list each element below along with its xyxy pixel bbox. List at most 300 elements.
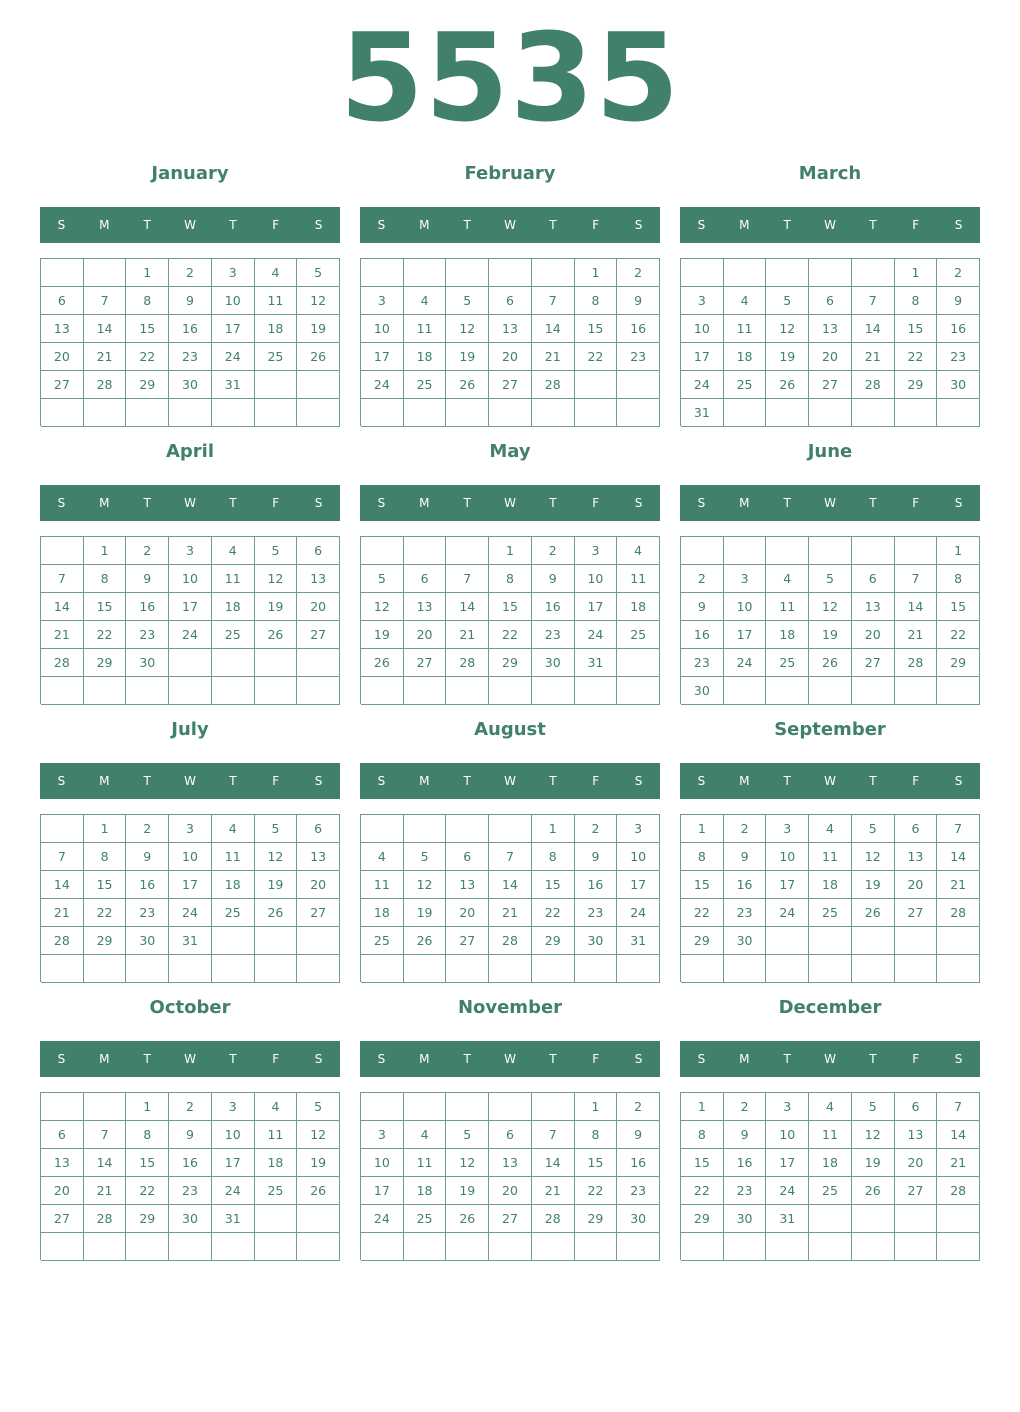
weekday-label: T bbox=[549, 774, 557, 788]
day-cell: 9 bbox=[532, 565, 575, 593]
day-grid bbox=[360, 1092, 660, 1260]
day-cell: 17 bbox=[361, 1177, 404, 1205]
month-june bbox=[680, 436, 980, 714]
weekday-label: F bbox=[592, 774, 600, 788]
weekday-label: W bbox=[184, 218, 196, 232]
day-cell: 20 bbox=[297, 871, 340, 899]
day-cell: 16 bbox=[575, 871, 618, 899]
month-name: September bbox=[774, 719, 886, 740]
day-cell: 28 bbox=[84, 1205, 127, 1233]
day-cell bbox=[809, 677, 852, 705]
day-cell: 26 bbox=[446, 1205, 489, 1233]
day-cell: 20 bbox=[809, 343, 852, 371]
day-cell: 18 bbox=[404, 343, 447, 371]
weekday-header bbox=[360, 763, 660, 799]
weekday-label: W bbox=[824, 1052, 836, 1066]
day-cell: 15 bbox=[126, 1149, 169, 1177]
day-cell bbox=[617, 1233, 660, 1261]
day-cell bbox=[766, 955, 809, 983]
day-cell: 4 bbox=[255, 1093, 298, 1121]
day-cell: 25 bbox=[809, 1177, 852, 1205]
day-cell bbox=[681, 259, 724, 287]
weekday-label: S bbox=[314, 496, 323, 510]
weekday-label: S bbox=[57, 496, 66, 510]
day-cell: 6 bbox=[41, 287, 84, 315]
day-cell: 14 bbox=[41, 593, 84, 621]
day-cell bbox=[532, 259, 575, 287]
day-cell bbox=[169, 1233, 212, 1261]
day-cell: 2 bbox=[169, 259, 212, 287]
day-cell bbox=[809, 399, 852, 427]
day-cell: 3 bbox=[575, 537, 618, 565]
day-cell bbox=[212, 955, 255, 983]
day-cell: 9 bbox=[169, 287, 212, 315]
day-cell: 6 bbox=[297, 537, 340, 565]
weekday-label: S bbox=[377, 774, 386, 788]
day-cell: 15 bbox=[532, 871, 575, 899]
weekday-label: T bbox=[229, 1052, 237, 1066]
day-cell: 30 bbox=[169, 1205, 212, 1233]
day-cell: 29 bbox=[575, 1205, 618, 1233]
weekday-label: T bbox=[783, 1052, 791, 1066]
month-name: July bbox=[171, 719, 209, 740]
day-cell: 20 bbox=[895, 871, 938, 899]
weekday-label: S bbox=[314, 218, 323, 232]
day-cell: 17 bbox=[212, 1149, 255, 1177]
day-cell bbox=[84, 1093, 127, 1121]
day-cell bbox=[895, 1233, 938, 1261]
day-cell: 3 bbox=[169, 815, 212, 843]
day-cell: 14 bbox=[84, 1149, 127, 1177]
day-cell: 26 bbox=[297, 1177, 340, 1205]
day-cell bbox=[41, 399, 84, 427]
weekday-label: M bbox=[99, 1052, 110, 1066]
day-cell bbox=[766, 399, 809, 427]
day-cell: 7 bbox=[532, 287, 575, 315]
day-cell bbox=[617, 955, 660, 983]
weekday-label: F bbox=[912, 218, 920, 232]
day-cell bbox=[297, 1233, 340, 1261]
day-cell bbox=[532, 677, 575, 705]
day-cell: 11 bbox=[404, 315, 447, 343]
day-grid bbox=[40, 258, 340, 426]
day-cell bbox=[617, 371, 660, 399]
day-cell: 23 bbox=[937, 343, 980, 371]
day-cell: 22 bbox=[681, 899, 724, 927]
day-cell: 6 bbox=[852, 565, 895, 593]
day-cell: 27 bbox=[895, 899, 938, 927]
day-cell bbox=[255, 371, 298, 399]
day-cell: 9 bbox=[937, 287, 980, 315]
day-cell: 9 bbox=[617, 1121, 660, 1149]
day-cell bbox=[126, 955, 169, 983]
day-cell: 24 bbox=[169, 621, 212, 649]
day-cell bbox=[809, 955, 852, 983]
day-cell bbox=[489, 259, 532, 287]
weekday-label: W bbox=[824, 218, 836, 232]
day-cell bbox=[126, 677, 169, 705]
day-cell bbox=[446, 399, 489, 427]
day-cell: 12 bbox=[361, 593, 404, 621]
day-cell: 16 bbox=[126, 593, 169, 621]
day-cell: 16 bbox=[532, 593, 575, 621]
day-cell: 5 bbox=[852, 1093, 895, 1121]
day-grid bbox=[40, 1092, 340, 1260]
day-cell: 3 bbox=[169, 537, 212, 565]
day-cell bbox=[84, 677, 127, 705]
day-cell: 24 bbox=[169, 899, 212, 927]
day-cell: 9 bbox=[617, 287, 660, 315]
day-cell: 12 bbox=[446, 1149, 489, 1177]
day-cell: 20 bbox=[41, 1177, 84, 1205]
day-cell: 3 bbox=[766, 815, 809, 843]
day-cell bbox=[404, 815, 447, 843]
month-name: August bbox=[474, 719, 546, 740]
day-cell: 2 bbox=[724, 1093, 767, 1121]
day-cell: 6 bbox=[489, 1121, 532, 1149]
day-cell: 22 bbox=[489, 621, 532, 649]
weekday-header bbox=[360, 1041, 660, 1077]
day-cell: 5 bbox=[852, 815, 895, 843]
weekday-label: M bbox=[419, 774, 430, 788]
day-cell: 10 bbox=[575, 565, 618, 593]
day-cell: 5 bbox=[255, 815, 298, 843]
day-cell: 1 bbox=[126, 259, 169, 287]
day-cell: 28 bbox=[895, 649, 938, 677]
day-cell: 29 bbox=[126, 1205, 169, 1233]
day-cell: 15 bbox=[681, 1149, 724, 1177]
day-cell: 8 bbox=[937, 565, 980, 593]
month-november bbox=[360, 992, 660, 1270]
day-cell: 23 bbox=[532, 621, 575, 649]
weekday-label: W bbox=[504, 218, 516, 232]
day-cell: 7 bbox=[937, 1093, 980, 1121]
day-cell bbox=[532, 955, 575, 983]
day-cell: 6 bbox=[489, 287, 532, 315]
day-grid bbox=[40, 814, 340, 982]
day-cell bbox=[489, 399, 532, 427]
day-cell: 2 bbox=[532, 537, 575, 565]
day-cell bbox=[489, 815, 532, 843]
day-cell: 14 bbox=[852, 315, 895, 343]
day-cell bbox=[681, 537, 724, 565]
weekday-label: M bbox=[739, 218, 750, 232]
day-cell: 1 bbox=[126, 1093, 169, 1121]
day-cell: 27 bbox=[852, 649, 895, 677]
day-cell bbox=[169, 677, 212, 705]
weekday-label: S bbox=[377, 218, 386, 232]
day-cell: 7 bbox=[532, 1121, 575, 1149]
day-cell: 15 bbox=[895, 315, 938, 343]
day-cell: 5 bbox=[446, 1121, 489, 1149]
day-cell: 31 bbox=[766, 1205, 809, 1233]
day-cell: 31 bbox=[617, 927, 660, 955]
day-cell bbox=[895, 537, 938, 565]
day-cell: 1 bbox=[681, 1093, 724, 1121]
weekday-label: W bbox=[184, 1052, 196, 1066]
weekday-label: F bbox=[592, 496, 600, 510]
day-cell bbox=[404, 537, 447, 565]
day-cell: 17 bbox=[681, 343, 724, 371]
day-cell: 29 bbox=[681, 1205, 724, 1233]
day-cell: 19 bbox=[809, 621, 852, 649]
day-cell bbox=[575, 371, 618, 399]
day-cell: 15 bbox=[126, 315, 169, 343]
month-october bbox=[40, 992, 340, 1270]
weekday-label: M bbox=[99, 774, 110, 788]
day-cell: 18 bbox=[404, 1177, 447, 1205]
weekday-label: S bbox=[634, 774, 643, 788]
day-cell bbox=[361, 815, 404, 843]
day-cell: 20 bbox=[41, 343, 84, 371]
day-cell: 3 bbox=[361, 287, 404, 315]
day-cell: 6 bbox=[895, 1093, 938, 1121]
day-cell: 17 bbox=[617, 871, 660, 899]
day-cell: 4 bbox=[766, 565, 809, 593]
day-cell: 29 bbox=[532, 927, 575, 955]
day-cell bbox=[617, 677, 660, 705]
day-cell bbox=[532, 1093, 575, 1121]
day-cell: 17 bbox=[169, 871, 212, 899]
day-cell: 19 bbox=[404, 899, 447, 927]
weekday-header bbox=[680, 763, 980, 799]
day-cell: 17 bbox=[766, 871, 809, 899]
day-cell: 19 bbox=[446, 343, 489, 371]
day-cell bbox=[404, 955, 447, 983]
day-cell: 15 bbox=[681, 871, 724, 899]
day-cell: 13 bbox=[446, 871, 489, 899]
weekday-label: T bbox=[783, 774, 791, 788]
day-cell bbox=[895, 927, 938, 955]
weekday-label: F bbox=[592, 1052, 600, 1066]
day-cell: 10 bbox=[169, 565, 212, 593]
day-cell bbox=[84, 259, 127, 287]
weekday-label: W bbox=[504, 774, 516, 788]
day-cell: 15 bbox=[84, 871, 127, 899]
day-cell: 20 bbox=[297, 593, 340, 621]
day-cell: 16 bbox=[681, 621, 724, 649]
day-cell: 27 bbox=[489, 1205, 532, 1233]
day-cell: 8 bbox=[681, 1121, 724, 1149]
day-cell: 18 bbox=[724, 343, 767, 371]
day-cell: 23 bbox=[169, 1177, 212, 1205]
day-grid bbox=[360, 258, 660, 426]
day-cell: 1 bbox=[575, 259, 618, 287]
day-cell: 10 bbox=[681, 315, 724, 343]
weekday-label: F bbox=[912, 774, 920, 788]
weekday-label: S bbox=[697, 496, 706, 510]
day-cell: 26 bbox=[809, 649, 852, 677]
day-cell: 9 bbox=[724, 1121, 767, 1149]
day-cell: 16 bbox=[617, 315, 660, 343]
day-cell: 4 bbox=[255, 259, 298, 287]
day-cell bbox=[404, 259, 447, 287]
day-cell: 25 bbox=[361, 927, 404, 955]
day-cell bbox=[809, 1233, 852, 1261]
day-cell: 13 bbox=[41, 315, 84, 343]
day-cell: 14 bbox=[446, 593, 489, 621]
day-cell: 4 bbox=[361, 843, 404, 871]
day-cell bbox=[446, 537, 489, 565]
day-cell bbox=[84, 399, 127, 427]
weekday-label: W bbox=[184, 774, 196, 788]
day-cell: 5 bbox=[297, 259, 340, 287]
day-cell: 25 bbox=[404, 1205, 447, 1233]
day-cell: 25 bbox=[809, 899, 852, 927]
day-cell bbox=[532, 399, 575, 427]
day-cell: 16 bbox=[724, 1149, 767, 1177]
weekday-label: S bbox=[634, 218, 643, 232]
day-cell bbox=[532, 1233, 575, 1261]
weekday-label: T bbox=[549, 218, 557, 232]
day-cell: 4 bbox=[404, 1121, 447, 1149]
month-february bbox=[360, 158, 660, 436]
day-cell bbox=[297, 677, 340, 705]
day-cell: 19 bbox=[446, 1177, 489, 1205]
day-cell: 24 bbox=[212, 343, 255, 371]
day-cell: 5 bbox=[446, 287, 489, 315]
months-grid bbox=[40, 158, 980, 1270]
day-cell: 26 bbox=[404, 927, 447, 955]
day-cell: 12 bbox=[852, 1121, 895, 1149]
day-cell: 14 bbox=[489, 871, 532, 899]
weekday-label: S bbox=[954, 774, 963, 788]
day-cell bbox=[297, 371, 340, 399]
day-cell: 17 bbox=[575, 593, 618, 621]
day-cell: 4 bbox=[809, 1093, 852, 1121]
day-cell: 17 bbox=[724, 621, 767, 649]
day-cell bbox=[297, 927, 340, 955]
day-cell: 11 bbox=[809, 843, 852, 871]
weekday-label: F bbox=[272, 218, 280, 232]
day-cell: 10 bbox=[724, 593, 767, 621]
day-cell: 30 bbox=[724, 1205, 767, 1233]
day-cell: 4 bbox=[212, 537, 255, 565]
day-cell bbox=[852, 927, 895, 955]
day-cell: 10 bbox=[361, 315, 404, 343]
day-cell: 21 bbox=[895, 621, 938, 649]
day-grid bbox=[360, 814, 660, 982]
day-cell bbox=[766, 677, 809, 705]
day-cell: 23 bbox=[126, 899, 169, 927]
day-cell: 22 bbox=[532, 899, 575, 927]
day-cell: 2 bbox=[617, 259, 660, 287]
day-cell: 22 bbox=[937, 621, 980, 649]
day-cell: 17 bbox=[212, 315, 255, 343]
day-cell: 26 bbox=[255, 899, 298, 927]
weekday-label: T bbox=[869, 1052, 877, 1066]
day-cell bbox=[766, 1233, 809, 1261]
day-cell bbox=[446, 1233, 489, 1261]
day-cell: 20 bbox=[852, 621, 895, 649]
day-cell: 22 bbox=[681, 1177, 724, 1205]
day-cell: 25 bbox=[724, 371, 767, 399]
day-cell: 18 bbox=[255, 315, 298, 343]
day-cell bbox=[895, 677, 938, 705]
weekday-label: S bbox=[57, 1052, 66, 1066]
weekday-label: S bbox=[314, 1052, 323, 1066]
day-cell bbox=[404, 677, 447, 705]
weekday-label: M bbox=[99, 218, 110, 232]
day-cell: 9 bbox=[575, 843, 618, 871]
day-cell bbox=[361, 1233, 404, 1261]
day-cell: 30 bbox=[575, 927, 618, 955]
day-cell: 19 bbox=[255, 871, 298, 899]
day-cell: 13 bbox=[489, 1149, 532, 1177]
day-cell bbox=[575, 399, 618, 427]
day-cell bbox=[212, 649, 255, 677]
day-cell: 6 bbox=[446, 843, 489, 871]
day-cell: 21 bbox=[41, 899, 84, 927]
day-cell: 16 bbox=[169, 315, 212, 343]
day-cell: 8 bbox=[84, 565, 127, 593]
day-cell: 27 bbox=[297, 621, 340, 649]
day-cell: 13 bbox=[852, 593, 895, 621]
day-cell: 2 bbox=[126, 537, 169, 565]
day-cell: 20 bbox=[489, 1177, 532, 1205]
day-cell: 19 bbox=[852, 871, 895, 899]
day-cell: 27 bbox=[404, 649, 447, 677]
day-cell: 19 bbox=[297, 1149, 340, 1177]
day-cell bbox=[937, 955, 980, 983]
day-cell: 30 bbox=[617, 1205, 660, 1233]
day-cell bbox=[809, 259, 852, 287]
day-cell: 9 bbox=[169, 1121, 212, 1149]
day-cell: 31 bbox=[212, 371, 255, 399]
day-cell bbox=[84, 955, 127, 983]
day-cell: 6 bbox=[297, 815, 340, 843]
day-cell bbox=[361, 537, 404, 565]
day-cell bbox=[404, 1093, 447, 1121]
day-cell: 24 bbox=[617, 899, 660, 927]
weekday-label: M bbox=[419, 218, 430, 232]
weekday-label: S bbox=[314, 774, 323, 788]
day-cell: 12 bbox=[255, 843, 298, 871]
day-cell: 7 bbox=[446, 565, 489, 593]
weekday-label: T bbox=[229, 496, 237, 510]
day-cell: 12 bbox=[809, 593, 852, 621]
day-cell bbox=[724, 537, 767, 565]
day-cell: 3 bbox=[766, 1093, 809, 1121]
day-cell: 15 bbox=[489, 593, 532, 621]
day-cell: 28 bbox=[41, 927, 84, 955]
day-cell: 8 bbox=[126, 1121, 169, 1149]
day-cell: 28 bbox=[937, 899, 980, 927]
day-cell bbox=[489, 1233, 532, 1261]
month-august bbox=[360, 714, 660, 992]
weekday-label: S bbox=[697, 218, 706, 232]
day-cell: 2 bbox=[724, 815, 767, 843]
day-cell: 1 bbox=[532, 815, 575, 843]
day-cell: 22 bbox=[84, 621, 127, 649]
day-cell: 8 bbox=[532, 843, 575, 871]
day-cell bbox=[297, 955, 340, 983]
day-cell: 25 bbox=[255, 1177, 298, 1205]
day-cell: 25 bbox=[766, 649, 809, 677]
day-cell bbox=[852, 537, 895, 565]
day-cell: 18 bbox=[809, 1149, 852, 1177]
day-cell bbox=[489, 677, 532, 705]
day-cell: 12 bbox=[297, 1121, 340, 1149]
day-cell: 2 bbox=[937, 259, 980, 287]
day-cell: 23 bbox=[169, 343, 212, 371]
day-cell: 20 bbox=[404, 621, 447, 649]
day-cell: 28 bbox=[446, 649, 489, 677]
weekday-label: T bbox=[229, 218, 237, 232]
weekday-header bbox=[40, 207, 340, 243]
day-cell: 7 bbox=[852, 287, 895, 315]
day-cell: 13 bbox=[297, 565, 340, 593]
